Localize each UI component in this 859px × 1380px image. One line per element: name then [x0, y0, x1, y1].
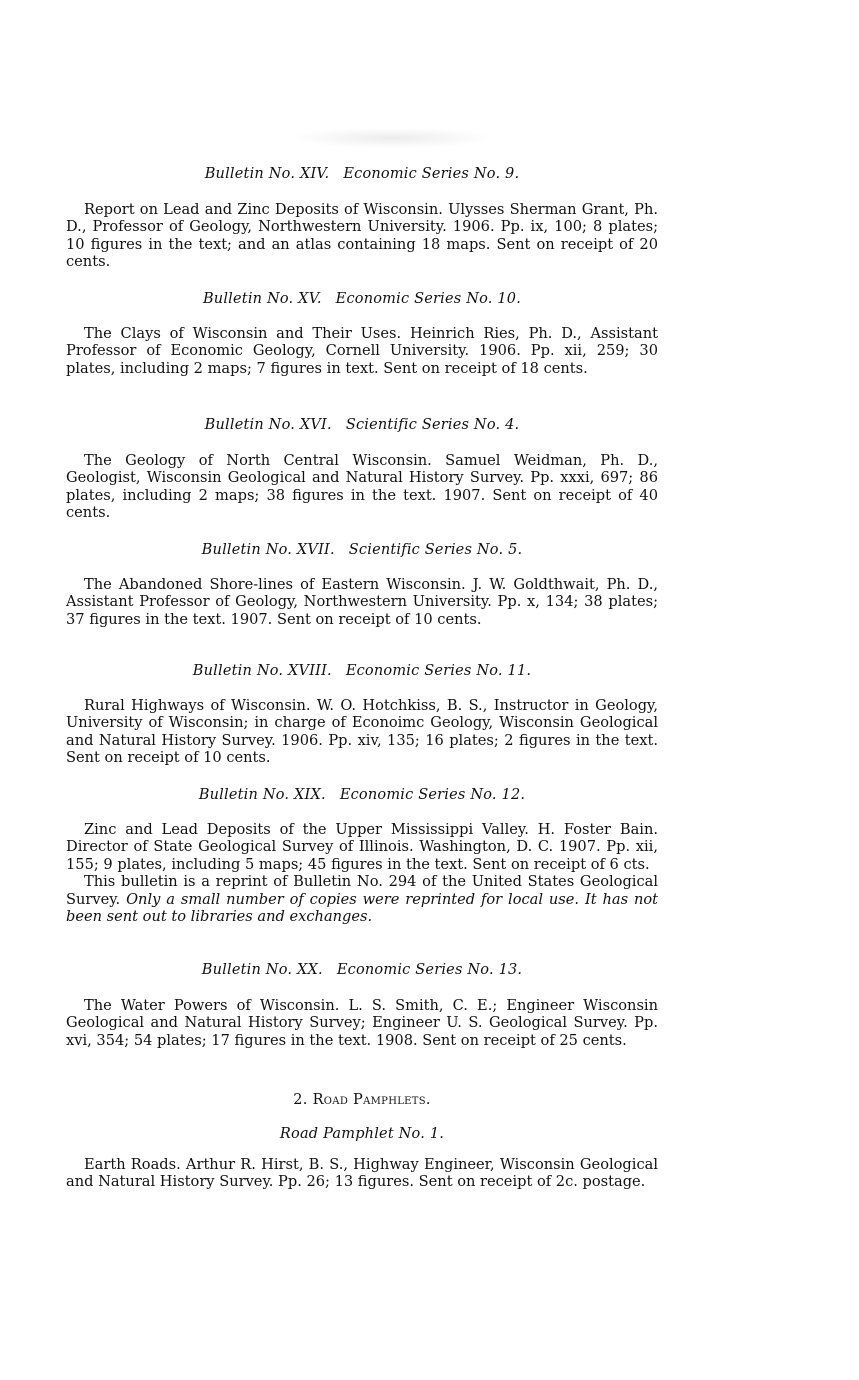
section-title: Road Pamphlets. — [312, 1092, 431, 1108]
series-number: Economic Series No. 10. — [335, 291, 522, 307]
bulletin-heading-xviii — [66, 663, 658, 679]
bulletin-entry-xv — [66, 325, 658, 377]
series-number: Economic Series No. 12. — [339, 787, 526, 803]
bulletin-entry-xvii — [66, 576, 658, 628]
pamphlet-number: Road Pamphlet No. 1. — [279, 1126, 445, 1142]
bulletin-heading-xx — [66, 962, 658, 978]
bulletin-entry-xiv — [66, 201, 658, 271]
bulletin-number: Bulletin No. XX. — [201, 962, 323, 978]
bulletin-entry-xviii — [66, 697, 658, 767]
bulletin-number: Bulletin No. XV. — [202, 291, 322, 307]
section-number: 2. — [293, 1092, 308, 1108]
entry-text: Earth Roads. Arthur R. Hirst, B. S., Highway Engineer, Wisconsin Geological and Natural History Survey. Pp. 26; 13 figures. Sent on receipt of 2c. postage. — [66, 1156, 658, 1191]
entry-text: The Water Powers of Wisconsin. L. S. Smith, C. E.; Engineer Wisconsin Geological and Natural History Survey; Engineer U. S. Geological Survey. Pp. xvi, 354; 54 plates; 17 figures in the text. 1908. Sent on receipt of 25 cents. — [66, 997, 658, 1049]
series-number: Economic Series No. 13. — [336, 962, 523, 978]
bulletin-heading-xiv — [66, 166, 658, 182]
series-number: Scientific Series No. 4. — [345, 417, 520, 433]
bulletin-number: Bulletin No. XVI. — [204, 417, 332, 433]
road-pamphlet-entry — [66, 1156, 658, 1191]
note-italic: Only a small number of copies were reprinted for local use. It has not been sent out to libraries and exchanges. — [66, 890, 658, 926]
entry-text: The Clays of Wisconsin and Their Uses. Heinrich Ries, Ph. D., Assistant Professor of Economic Geology, Cornell University. 1906. Pp. xii, 259; 30 plates, including 2 maps; 7 figures in text. Sent on receipt of 18 cents. — [66, 325, 658, 377]
section-heading-road-pamphlets — [66, 1092, 658, 1108]
entry-text: Rural Highways of Wisconsin. W. O. Hotchkiss, B. S., Instructor in Geology, University of Wisconsin; in charge of Econoimc Geology, Wisconsin Geological and Natural History Survey. 1906. Pp. xiv, 135; 16 plates; 2 figures in the text. Sent on receipt of 10 cents. — [66, 697, 658, 767]
entry-text: The Abandoned Shore-lines of Eastern Wisconsin. J. W. Goldthwait, Ph. D., Assistant Professor of Geology, Northwestern University. Pp. x, 134; 38 plates; 37 figures in the text. 1907. Sent on receipt of 10 cents. — [66, 576, 658, 628]
bulletin-number: Bulletin No. XVIII. — [192, 663, 332, 679]
series-number: Economic Series No. 9. — [343, 166, 520, 182]
series-number: Scientific Series No. 5. — [348, 542, 523, 558]
bulletin-number: Bulletin No. XIV. — [204, 166, 330, 182]
bulletin-heading-xvi — [66, 417, 658, 433]
print-smudge — [295, 128, 490, 148]
bulletin-heading-xix — [66, 787, 658, 803]
entry-text: The Geology of North Central Wisconsin. Samuel Weidman, Ph. D., Geologist, Wisconsin Geological and Natural History Survey. Pp. xxxi, 697; 86 plates, including 2 maps; 38 figures in the text. 1907. Sent on receipt of 40 cents. — [66, 452, 658, 522]
series-number: Economic Series No. 11. — [345, 663, 532, 679]
entry-text: Report on Lead and Zinc Deposits of Wisconsin. Ulysses Sherman Grant, Ph. D., Professor of Geology, Northwestern University. 1906. Pp. ix, 100; 8 plates; 10 figures in the text; and an atlas containing 18 maps. Sent on receipt of 20 cents. — [66, 201, 658, 271]
road-pamphlet-heading — [66, 1126, 658, 1142]
entry-note — [66, 873, 658, 925]
note-plain: This bulletin is a reprint of Bulletin No. 294 of the United States Geological Survey. — [66, 873, 658, 908]
bulletin-entry-xvi — [66, 452, 658, 522]
bulletin-heading-xv — [66, 291, 658, 307]
bulletin-number: Bulletin No. XIX. — [198, 787, 326, 803]
bulletin-entry-xix — [66, 821, 658, 925]
bulletin-heading-xvii — [66, 542, 658, 558]
entry-text: Zinc and Lead Deposits of the Upper Mississippi Valley. H. Foster Bain. Director of State Geological Survey of Illinois. Washington, D. C. 1907. Pp. xii, 155; 9 plates, including 5 maps; 45 figures in the text. Sent on receipt of 6 cts. — [66, 821, 658, 873]
bulletin-number: Bulletin No. XVII. — [201, 542, 335, 558]
bulletin-entry-xx — [66, 997, 658, 1049]
